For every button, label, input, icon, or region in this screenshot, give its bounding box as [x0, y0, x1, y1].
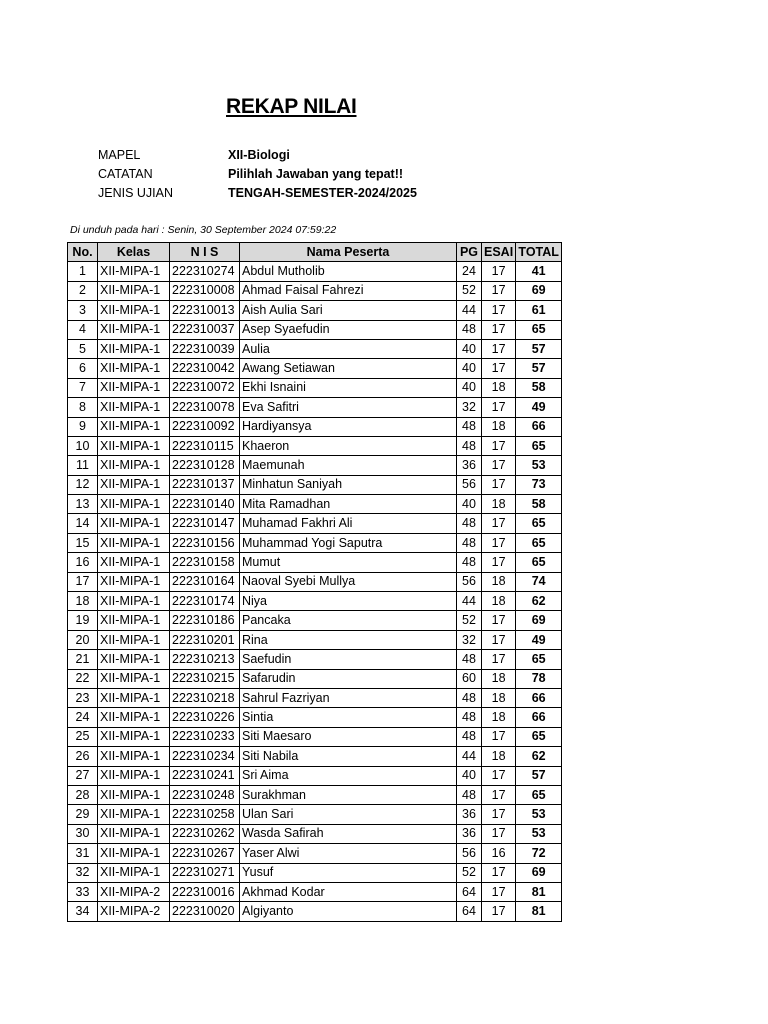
cell-esai: 17	[482, 262, 516, 281]
cell-kelas: XII-MIPA-1	[98, 592, 170, 611]
cell-no: 31	[68, 844, 98, 863]
cell-esai: 18	[482, 688, 516, 707]
cell-no: 10	[68, 436, 98, 455]
cell-kelas: XII-MIPA-1	[98, 456, 170, 475]
cell-nama: Rina	[240, 630, 457, 649]
table-row	[68, 785, 562, 804]
cell-kelas: XII-MIPA-1	[98, 844, 170, 863]
cell-kelas: XII-MIPA-1	[98, 320, 170, 339]
cell-pg: 64	[457, 902, 482, 921]
cell-total: 65	[516, 785, 562, 804]
cell-nama: Naoval Syebi Mullya	[240, 572, 457, 591]
cell-esai: 17	[482, 301, 516, 320]
cell-pg: 52	[457, 281, 482, 300]
cell-kelas: XII-MIPA-1	[98, 359, 170, 378]
cell-esai: 17	[482, 475, 516, 494]
cell-kelas: XII-MIPA-1	[98, 533, 170, 552]
cell-nis: 222310218	[170, 688, 240, 707]
cell-no: 1	[68, 262, 98, 281]
cell-esai: 16	[482, 844, 516, 863]
cell-pg: 32	[457, 398, 482, 417]
cell-pg: 48	[457, 436, 482, 455]
cell-total: 53	[516, 456, 562, 475]
cell-esai: 17	[482, 359, 516, 378]
header-nis: N I S	[170, 243, 240, 262]
table-row	[68, 650, 562, 669]
cell-esai: 18	[482, 592, 516, 611]
cell-kelas: XII-MIPA-1	[98, 805, 170, 824]
cell-pg: 56	[457, 572, 482, 591]
cell-kelas: XII-MIPA-1	[98, 747, 170, 766]
cell-pg: 56	[457, 844, 482, 863]
cell-total: 74	[516, 572, 562, 591]
cell-total: 62	[516, 747, 562, 766]
cell-no: 29	[68, 805, 98, 824]
cell-pg: 48	[457, 514, 482, 533]
cell-nama: Aulia	[240, 339, 457, 358]
table-row	[68, 301, 562, 320]
cell-total: 61	[516, 301, 562, 320]
cell-no: 25	[68, 727, 98, 746]
cell-no: 9	[68, 417, 98, 436]
cell-total: 57	[516, 766, 562, 785]
cell-total: 62	[516, 592, 562, 611]
cell-nis: 222310137	[170, 475, 240, 494]
cell-no: 13	[68, 495, 98, 514]
cell-total: 81	[516, 882, 562, 901]
cell-nis: 222310020	[170, 902, 240, 921]
score-table	[67, 242, 562, 922]
cell-no: 14	[68, 514, 98, 533]
table-row	[68, 398, 562, 417]
cell-pg: 48	[457, 320, 482, 339]
cell-esai: 17	[482, 398, 516, 417]
cell-kelas: XII-MIPA-1	[98, 339, 170, 358]
cell-total: 81	[516, 902, 562, 921]
cell-total: 58	[516, 495, 562, 514]
cell-pg: 40	[457, 339, 482, 358]
header-kelas: Kelas	[98, 243, 170, 262]
table-row	[68, 339, 562, 358]
cell-nama: Siti Nabila	[240, 747, 457, 766]
cell-nis: 222310042	[170, 359, 240, 378]
cell-kelas: XII-MIPA-1	[98, 262, 170, 281]
cell-total: 49	[516, 630, 562, 649]
cell-esai: 17	[482, 766, 516, 785]
cell-total: 66	[516, 417, 562, 436]
cell-esai: 17	[482, 339, 516, 358]
cell-nis: 222310233	[170, 727, 240, 746]
cell-nis: 222310115	[170, 436, 240, 455]
table-row	[68, 611, 562, 630]
cell-nama: Awang Setiawan	[240, 359, 457, 378]
cell-kelas: XII-MIPA-1	[98, 495, 170, 514]
cell-pg: 60	[457, 669, 482, 688]
cell-total: 58	[516, 378, 562, 397]
cell-esai: 18	[482, 378, 516, 397]
cell-nis: 222310158	[170, 553, 240, 572]
cell-no: 7	[68, 378, 98, 397]
cell-nama: Akhmad Kodar	[240, 882, 457, 901]
cell-nama: Mumut	[240, 553, 457, 572]
cell-kelas: XII-MIPA-1	[98, 398, 170, 417]
cell-no: 21	[68, 650, 98, 669]
cell-total: 69	[516, 611, 562, 630]
cell-kelas: XII-MIPA-1	[98, 301, 170, 320]
cell-no: 6	[68, 359, 98, 378]
cell-pg: 36	[457, 456, 482, 475]
cell-pg: 52	[457, 611, 482, 630]
cell-no: 27	[68, 766, 98, 785]
cell-kelas: XII-MIPA-1	[98, 766, 170, 785]
cell-esai: 18	[482, 708, 516, 727]
cell-kelas: XII-MIPA-1	[98, 417, 170, 436]
cell-no: 12	[68, 475, 98, 494]
cell-nama: Yusuf	[240, 863, 457, 882]
jenis-ujian-value: TENGAH-SEMESTER-2024/2025	[228, 186, 417, 200]
cell-nama: Ekhi Isnaini	[240, 378, 457, 397]
cell-total: 53	[516, 805, 562, 824]
cell-pg: 48	[457, 708, 482, 727]
table-row	[68, 533, 562, 552]
cell-nis: 222310039	[170, 339, 240, 358]
cell-esai: 17	[482, 533, 516, 552]
table-row	[68, 630, 562, 649]
cell-total: 78	[516, 669, 562, 688]
cell-nama: Sahrul Fazriyan	[240, 688, 457, 707]
cell-nama: Maemunah	[240, 456, 457, 475]
cell-nis: 222310037	[170, 320, 240, 339]
cell-pg: 32	[457, 630, 482, 649]
table-row	[68, 669, 562, 688]
cell-nis: 222310174	[170, 592, 240, 611]
cell-total: 73	[516, 475, 562, 494]
cell-pg: 40	[457, 359, 482, 378]
cell-nis: 222310140	[170, 495, 240, 514]
cell-esai: 17	[482, 281, 516, 300]
cell-kelas: XII-MIPA-1	[98, 630, 170, 649]
cell-nis: 222310156	[170, 533, 240, 552]
cell-total: 53	[516, 824, 562, 843]
cell-nama: Khaeron	[240, 436, 457, 455]
download-note: Di unduh pada hari : Senin, 30 September 2024 07:59:22	[70, 224, 337, 236]
cell-nis: 222310092	[170, 417, 240, 436]
cell-pg: 56	[457, 475, 482, 494]
cell-total: 66	[516, 708, 562, 727]
cell-pg: 44	[457, 301, 482, 320]
cell-esai: 17	[482, 630, 516, 649]
cell-no: 19	[68, 611, 98, 630]
cell-no: 30	[68, 824, 98, 843]
cell-esai: 17	[482, 514, 516, 533]
cell-total: 65	[516, 514, 562, 533]
table-row	[68, 824, 562, 843]
cell-pg: 48	[457, 727, 482, 746]
header-no: No.	[68, 243, 98, 262]
cell-esai: 17	[482, 785, 516, 804]
header-esai: ESAI	[482, 243, 516, 262]
page-title: REKAP NILAI	[226, 95, 357, 118]
table-row	[68, 378, 562, 397]
cell-nama: Safarudin	[240, 669, 457, 688]
cell-pg: 40	[457, 495, 482, 514]
cell-pg: 48	[457, 650, 482, 669]
cell-nama: Yaser Alwi	[240, 844, 457, 863]
cell-kelas: XII-MIPA-1	[98, 708, 170, 727]
cell-nis: 222310271	[170, 863, 240, 882]
table-row	[68, 320, 562, 339]
cell-pg: 44	[457, 592, 482, 611]
cell-nis: 222310241	[170, 766, 240, 785]
table-row	[68, 727, 562, 746]
cell-total: 57	[516, 339, 562, 358]
cell-pg: 48	[457, 553, 482, 572]
mapel-value: XII-Biologi	[228, 148, 290, 162]
cell-esai: 17	[482, 611, 516, 630]
table-row	[68, 436, 562, 455]
cell-no: 22	[68, 669, 98, 688]
cell-nis: 222310226	[170, 708, 240, 727]
table-row	[68, 882, 562, 901]
header-total: TOTAL	[516, 243, 562, 262]
table-row	[68, 572, 562, 591]
cell-esai: 17	[482, 727, 516, 746]
table-header-row	[68, 243, 562, 262]
cell-kelas: XII-MIPA-2	[98, 902, 170, 921]
cell-kelas: XII-MIPA-1	[98, 281, 170, 300]
cell-esai: 18	[482, 747, 516, 766]
cell-nama: Ahmad Faisal Fahrezi	[240, 281, 457, 300]
catatan-label: CATATAN	[98, 167, 153, 181]
cell-kelas: XII-MIPA-1	[98, 785, 170, 804]
table-row	[68, 766, 562, 785]
cell-no: 8	[68, 398, 98, 417]
cell-pg: 52	[457, 863, 482, 882]
cell-nama: Muhammad Yogi Saputra	[240, 533, 457, 552]
cell-nis: 222310013	[170, 301, 240, 320]
cell-no: 11	[68, 456, 98, 475]
cell-esai: 17	[482, 320, 516, 339]
cell-nis: 222310164	[170, 572, 240, 591]
cell-nama: Minhatun Saniyah	[240, 475, 457, 494]
cell-nis: 222310262	[170, 824, 240, 843]
cell-total: 57	[516, 359, 562, 378]
cell-nama: Sri Aima	[240, 766, 457, 785]
cell-nis: 222310274	[170, 262, 240, 281]
table-row	[68, 495, 562, 514]
cell-kelas: XII-MIPA-1	[98, 727, 170, 746]
cell-esai: 18	[482, 495, 516, 514]
cell-no: 3	[68, 301, 98, 320]
cell-kelas: XII-MIPA-1	[98, 378, 170, 397]
cell-esai: 17	[482, 553, 516, 572]
header-nama: Nama Peserta	[240, 243, 457, 262]
cell-nama: Niya	[240, 592, 457, 611]
cell-no: 2	[68, 281, 98, 300]
cell-pg: 40	[457, 766, 482, 785]
cell-nama: Siti Maesaro	[240, 727, 457, 746]
cell-pg: 24	[457, 262, 482, 281]
cell-kelas: XII-MIPA-1	[98, 572, 170, 591]
cell-esai: 18	[482, 417, 516, 436]
table-row	[68, 688, 562, 707]
cell-total: 65	[516, 553, 562, 572]
cell-kelas: XII-MIPA-1	[98, 611, 170, 630]
cell-nis: 222310248	[170, 785, 240, 804]
cell-nama: Pancaka	[240, 611, 457, 630]
cell-kelas: XII-MIPA-1	[98, 863, 170, 882]
cell-esai: 17	[482, 882, 516, 901]
table-row	[68, 747, 562, 766]
cell-total: 65	[516, 533, 562, 552]
table-row	[68, 262, 562, 281]
cell-nama: Eva Safitri	[240, 398, 457, 417]
table-row	[68, 708, 562, 727]
cell-nis: 222310078	[170, 398, 240, 417]
cell-no: 34	[68, 902, 98, 921]
cell-total: 65	[516, 320, 562, 339]
cell-esai: 18	[482, 669, 516, 688]
cell-no: 20	[68, 630, 98, 649]
cell-pg: 44	[457, 747, 482, 766]
cell-kelas: XII-MIPA-2	[98, 882, 170, 901]
jenis-ujian-label: JENIS UJIAN	[98, 186, 174, 200]
cell-no: 32	[68, 863, 98, 882]
cell-total: 65	[516, 727, 562, 746]
cell-nis: 222310128	[170, 456, 240, 475]
cell-no: 24	[68, 708, 98, 727]
cell-esai: 17	[482, 650, 516, 669]
cell-nama: Mita Ramadhan	[240, 495, 457, 514]
cell-nama: Algiyanto	[240, 902, 457, 921]
cell-total: 72	[516, 844, 562, 863]
table-row	[68, 456, 562, 475]
cell-total: 69	[516, 281, 562, 300]
cell-total: 49	[516, 398, 562, 417]
cell-nis: 222310186	[170, 611, 240, 630]
cell-no: 26	[68, 747, 98, 766]
cell-nis: 222310016	[170, 882, 240, 901]
table-row	[68, 844, 562, 863]
cell-pg: 36	[457, 805, 482, 824]
cell-kelas: XII-MIPA-1	[98, 824, 170, 843]
cell-no: 28	[68, 785, 98, 804]
cell-total: 66	[516, 688, 562, 707]
cell-nama: Saefudin	[240, 650, 457, 669]
catatan-value: Pilihlah Jawaban yang tepat!!	[228, 167, 404, 181]
cell-no: 33	[68, 882, 98, 901]
cell-nama: Surakhman	[240, 785, 457, 804]
cell-nis: 222310147	[170, 514, 240, 533]
cell-nama: Abdul Mutholib	[240, 262, 457, 281]
cell-no: 23	[68, 688, 98, 707]
table-row	[68, 475, 562, 494]
cell-total: 65	[516, 650, 562, 669]
cell-pg: 40	[457, 378, 482, 397]
cell-no: 17	[68, 572, 98, 591]
cell-nis: 222310201	[170, 630, 240, 649]
cell-nama: Wasda Safirah	[240, 824, 457, 843]
cell-pg: 36	[457, 824, 482, 843]
cell-esai: 17	[482, 824, 516, 843]
cell-kelas: XII-MIPA-1	[98, 669, 170, 688]
table-row	[68, 417, 562, 436]
cell-esai: 18	[482, 572, 516, 591]
cell-nama: Hardiyansya	[240, 417, 457, 436]
cell-total: 69	[516, 863, 562, 882]
cell-nis: 222310234	[170, 747, 240, 766]
cell-total: 41	[516, 262, 562, 281]
cell-kelas: XII-MIPA-1	[98, 553, 170, 572]
cell-no: 4	[68, 320, 98, 339]
cell-no: 18	[68, 592, 98, 611]
cell-nis: 222310267	[170, 844, 240, 863]
table-row	[68, 863, 562, 882]
cell-nama: Asep Syaefudin	[240, 320, 457, 339]
table-row	[68, 902, 562, 921]
mapel-label: MAPEL	[98, 148, 141, 162]
cell-esai: 17	[482, 456, 516, 475]
cell-pg: 48	[457, 688, 482, 707]
cell-esai: 17	[482, 902, 516, 921]
header-pg: PG	[457, 243, 482, 262]
cell-nama: Muhamad Fakhri Ali	[240, 514, 457, 533]
cell-nama: Aish Aulia Sari	[240, 301, 457, 320]
cell-esai: 17	[482, 436, 516, 455]
cell-esai: 17	[482, 863, 516, 882]
table-row	[68, 553, 562, 572]
cell-nis: 222310072	[170, 378, 240, 397]
cell-nis: 222310215	[170, 669, 240, 688]
cell-pg: 48	[457, 417, 482, 436]
table-body	[68, 262, 562, 921]
cell-total: 65	[516, 436, 562, 455]
cell-pg: 48	[457, 785, 482, 804]
cell-pg: 64	[457, 882, 482, 901]
cell-pg: 48	[457, 533, 482, 552]
cell-nama: Ulan Sari	[240, 805, 457, 824]
cell-kelas: XII-MIPA-1	[98, 650, 170, 669]
table-row	[68, 281, 562, 300]
cell-no: 15	[68, 533, 98, 552]
cell-kelas: XII-MIPA-1	[98, 436, 170, 455]
cell-esai: 17	[482, 805, 516, 824]
table-row	[68, 359, 562, 378]
cell-kelas: XII-MIPA-1	[98, 475, 170, 494]
cell-nis: 222310008	[170, 281, 240, 300]
table-row	[68, 805, 562, 824]
cell-kelas: XII-MIPA-1	[98, 688, 170, 707]
cell-no: 5	[68, 339, 98, 358]
table-row	[68, 514, 562, 533]
cell-nis: 222310258	[170, 805, 240, 824]
cell-nama: Sintia	[240, 708, 457, 727]
cell-no: 16	[68, 553, 98, 572]
cell-kelas: XII-MIPA-1	[98, 514, 170, 533]
cell-nis: 222310213	[170, 650, 240, 669]
table-row	[68, 592, 562, 611]
